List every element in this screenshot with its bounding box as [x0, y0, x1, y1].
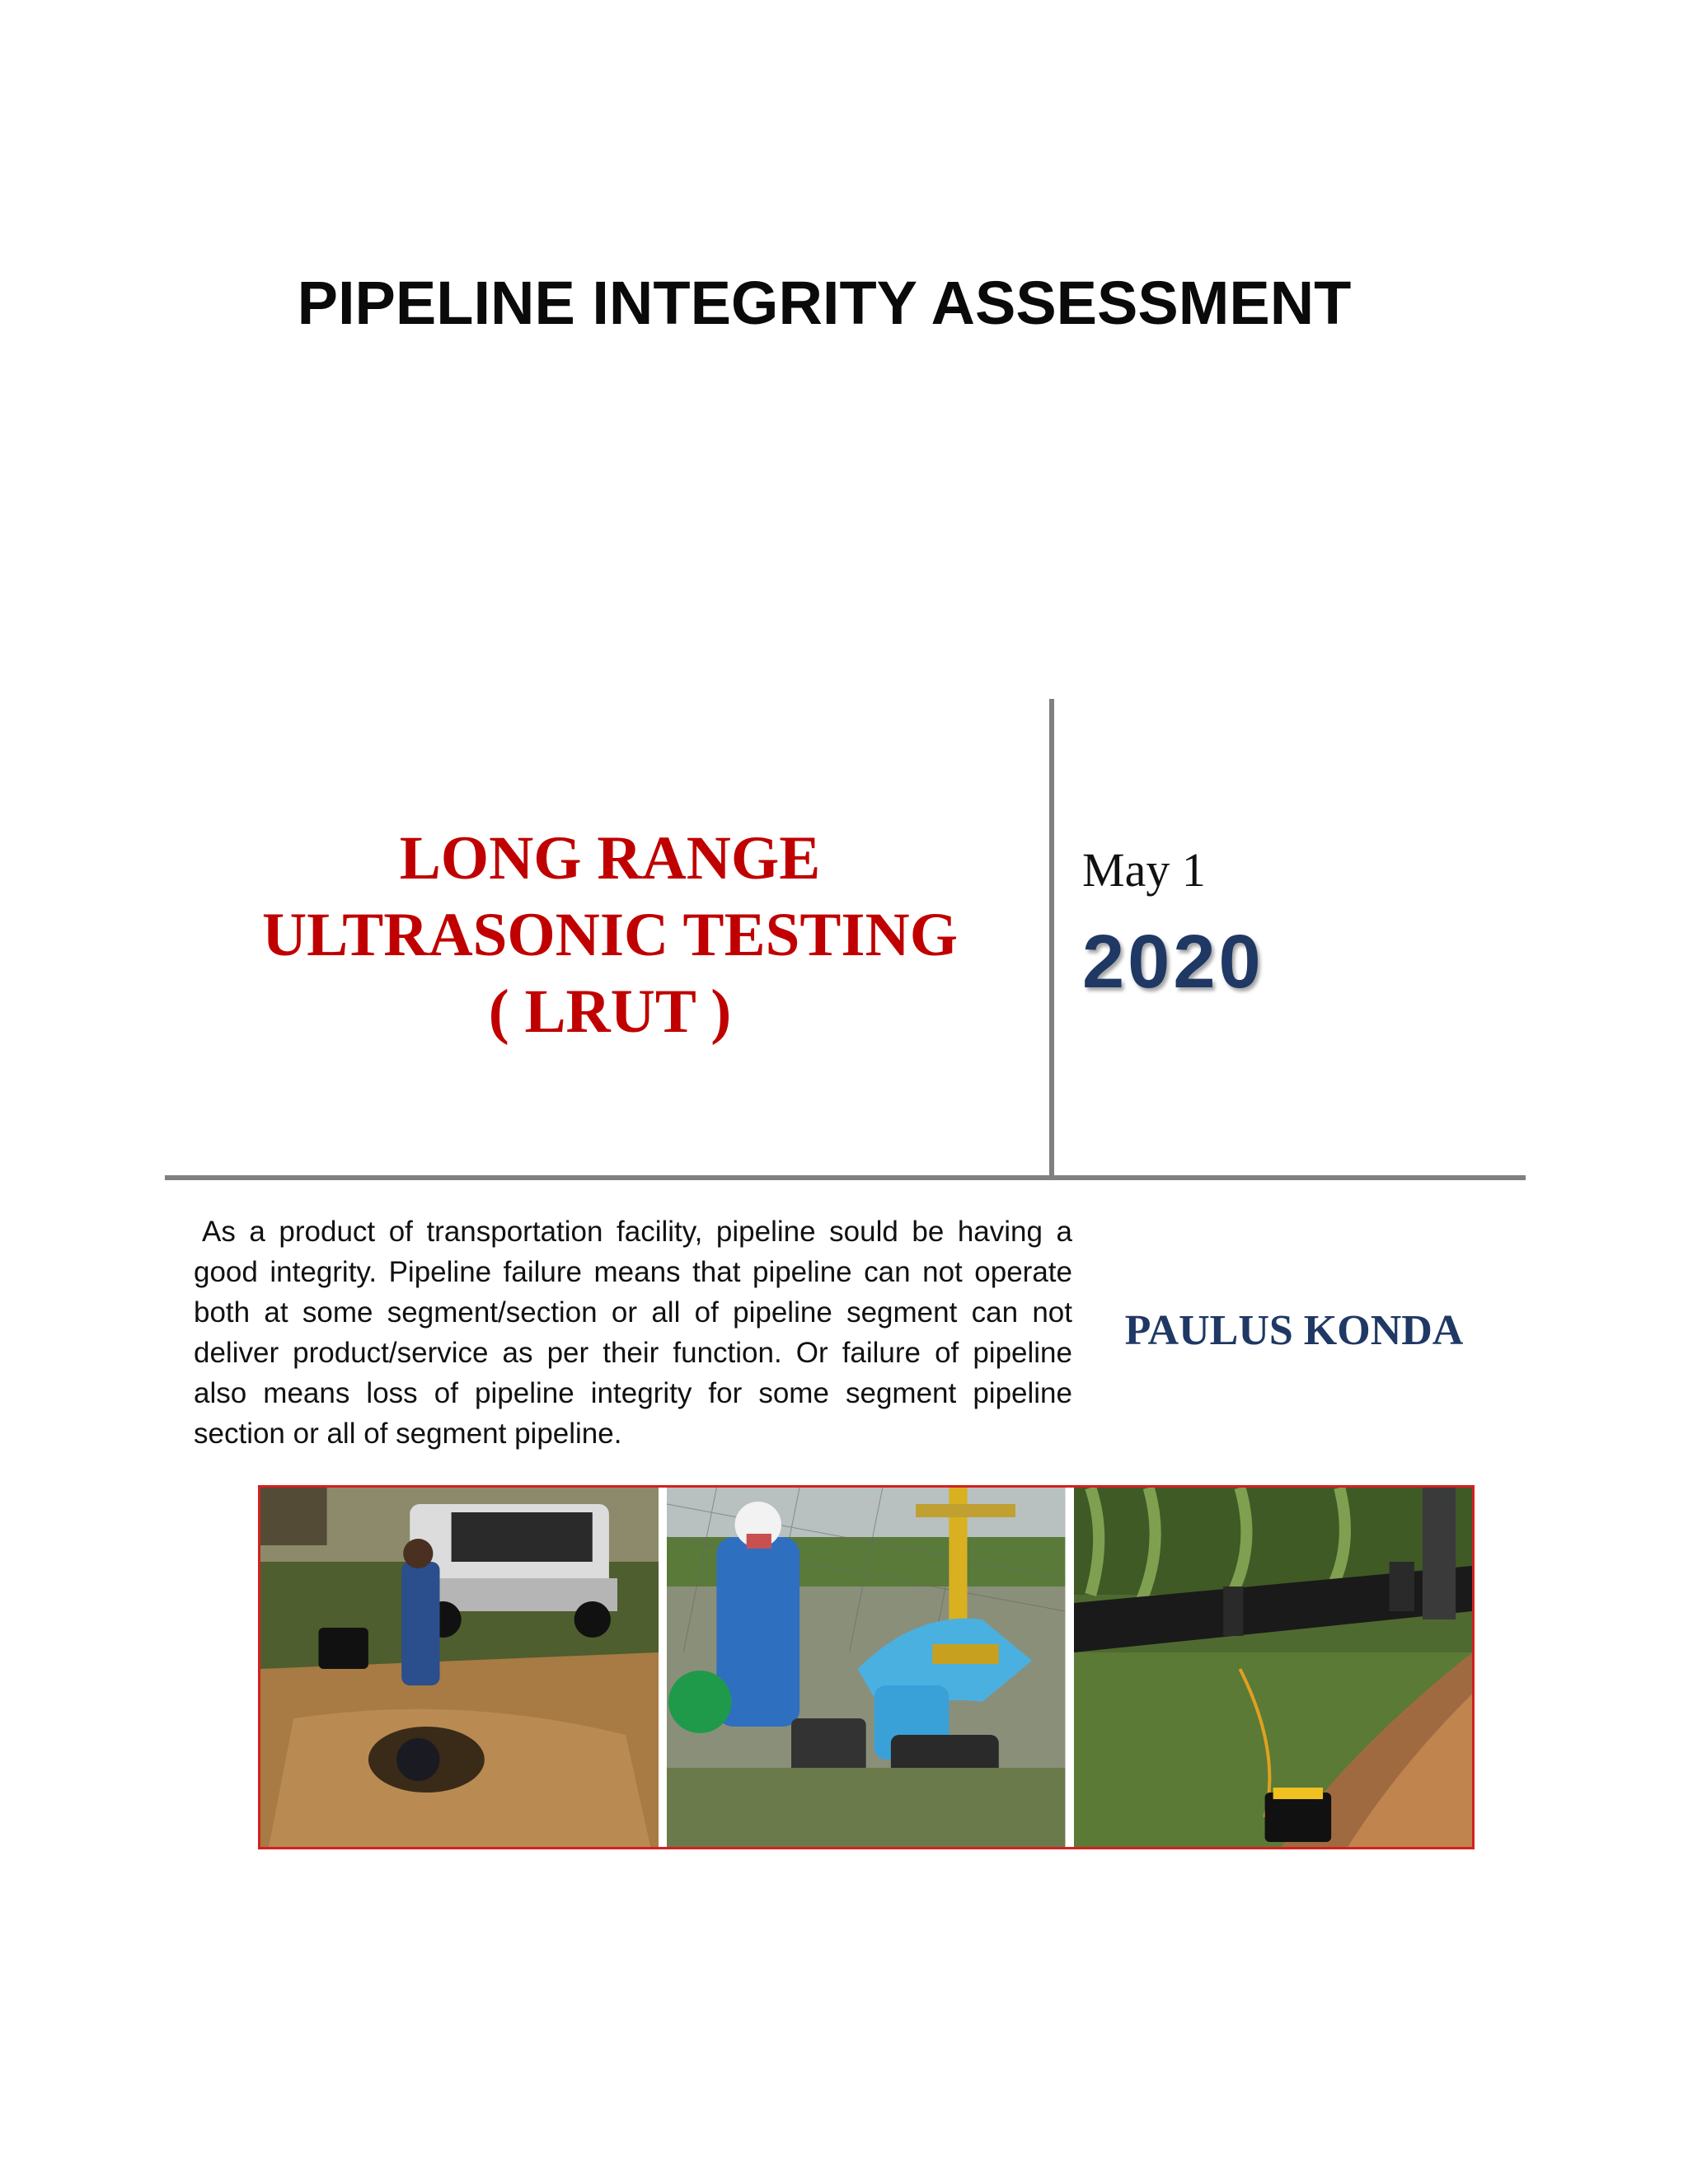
date-month-day: May 1	[1082, 843, 1206, 897]
subtitle-block	[231, 820, 989, 1050]
subtitle-line-3: ( LRUT )	[488, 977, 732, 1046]
abstract-paragraph: As a product of transportation facility, pipeline sould be having a good integrity. Pipeline failure means that pipeline can not operate both at some segment/section or all of pipeline segment can not deliver product/service as per their function. Or failure of pipeline also means loss of pipeline integrity for some segment pipeline section or all of segment pipeline.	[194, 1216, 1072, 1450]
excavation-with-car-photo	[260, 1488, 659, 1847]
horizontal-divider	[165, 1175, 1526, 1180]
date-year: 2020	[1082, 920, 1264, 1004]
vertical-divider	[1049, 699, 1054, 1175]
photo-strip	[258, 1485, 1475, 1849]
author-name: PAULUS KONDA	[1124, 1307, 1464, 1354]
subtitle-line-2: ULTRASONIC TESTING	[261, 901, 959, 969]
technician-with-blue-pipe-photo	[667, 1488, 1065, 1847]
document-title: PIPELINE INTEGRITY ASSESSMENT	[297, 269, 1352, 337]
pipeline-in-vegetation-photo	[1074, 1488, 1472, 1847]
subtitle-line-1: LONG RANGE	[399, 824, 821, 893]
